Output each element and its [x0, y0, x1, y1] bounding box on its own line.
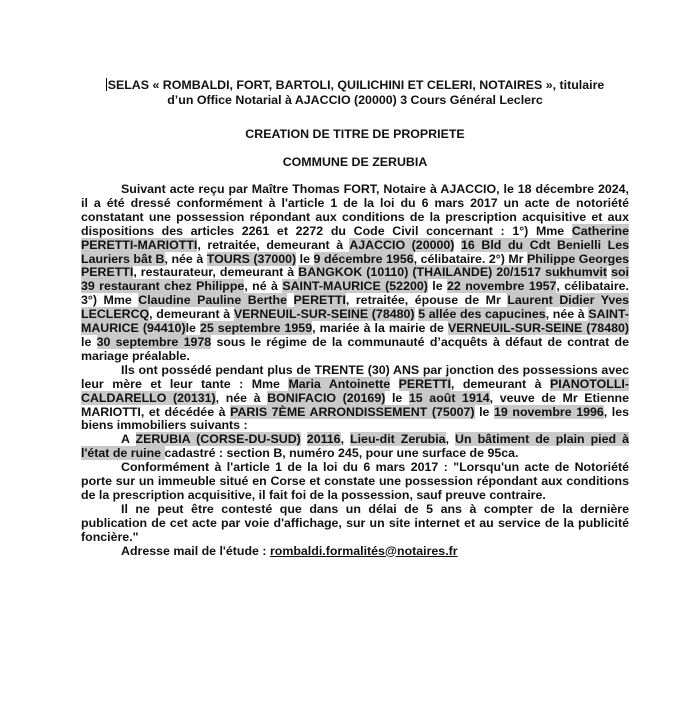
text-segment: , retraitée, épouse de Mr: [345, 293, 508, 308]
text-segment: , les biens immobiliers suivants :: [81, 404, 630, 433]
text-segment: , veuve de Mr Etienne MARIOTTI, et décédée à: [81, 390, 630, 419]
highlighted-text: Philippe Georges: [527, 251, 630, 266]
text-segment: , demeurant à: [450, 376, 551, 391]
highlighted-text: PARIS 7ÈME ARRONDISSEMENT (75007): [230, 404, 475, 419]
text-segment: sous le régime de la communauté d’acquêts à défaut de contrat de mariage préalable.: [81, 334, 629, 363]
text-segment: , restaurateur, demeurant à: [133, 265, 299, 280]
highlighted-text: 25 septembre 1959: [199, 321, 313, 336]
highlighted-text: PERETTI: [293, 293, 346, 308]
paragraph-email: [81, 545, 629, 559]
paragraph-property: [81, 433, 629, 461]
text-segment: ,: [340, 432, 351, 447]
text-segment: , née à: [164, 251, 207, 266]
highlighted-text: 19 novembre 1996: [494, 404, 604, 419]
highlighted-text: VERNEUIL-SUR-SEINE (78480): [447, 321, 629, 336]
document-body: [81, 183, 629, 558]
highlighted-text: TOURS (37000): [206, 251, 297, 266]
text-segment: , né à: [244, 279, 283, 294]
highlighted-text: BANGKOK (10110) (THAILANDE) 20/1517 sukhumvit: [298, 265, 608, 280]
highlighted-text: Claudine Pauline Berthe: [138, 293, 287, 308]
highlighted-text: PIANOTOLLI-CALDARELLO (20131): [81, 376, 629, 405]
text-segment: ,: [445, 432, 456, 447]
highlighted-text: 5 allée des capucines: [418, 307, 546, 322]
text-segment: , née à: [215, 390, 268, 405]
highlighted-text: 20116: [306, 432, 341, 447]
text-segment: , née à: [545, 307, 589, 322]
paragraph-contest-delay: [81, 503, 629, 545]
highlighted-text: 16 Bld du Cdt Benielli: [461, 237, 602, 252]
text-segment: , retraitée, demeurant à: [197, 237, 350, 252]
text-segment: [287, 293, 294, 307]
text-segment: A: [121, 432, 136, 447]
text-segment: le: [185, 321, 200, 336]
office-header-line1: SELAS « ROMBALDI, FORT, BARTOLI, QUILICHINI ET CELERI, NOTAIRES », titulaire: [107, 78, 605, 92]
email-label: Adresse mail de l'étude :: [121, 543, 270, 558]
highlighted-text: AJACCIO (20000): [349, 237, 455, 252]
text-segment: le: [474, 404, 495, 419]
document-page: [81, 78, 629, 558]
text-segment: [454, 238, 461, 252]
document-subtitle: COMMUNE DE ZERUBIA: [282, 155, 428, 169]
text-segment: [301, 432, 307, 446]
highlighted-text: 30 septembre 1978: [96, 334, 212, 349]
text-segment: le: [427, 279, 448, 294]
text-segment: cadastré : section B, numéro 245, pour une surface de 95ca.: [164, 446, 519, 461]
highlighted-text: LECLERCQ: [81, 307, 150, 322]
text-segment: Suivant acte reçu par Maître Thomas FORT, Notaire à AJACCIO, le 18 décembre 2024, il a été dressé conformément à l'article 1 de la loi du 6 mars 2017 un acte de notoriété constatant une possession répondant aux conditions de la prescription acquisitive et aux dispositions des articles 2261 et 2272 du Code Civil concernant : 1°) Mme: [81, 182, 629, 238]
text-cursor: [106, 78, 107, 91]
highlighted-text: 22 novembre 1957: [447, 279, 557, 294]
highlighted-text: SAINT-MAURICE (94410): [81, 307, 630, 336]
text-segment: Il ne peut être contesté que dans un délai de 5 ans à compter de la dernière publication de cet acte par voie d'affichage, sur un site internet et au service de la publicité foncière.": [81, 501, 629, 544]
highlighted-text: Lieu-dit Zerubia: [350, 432, 446, 447]
highlighted-text: 15 août 1914: [408, 390, 490, 405]
highlighted-text: PERETTI: [81, 265, 134, 280]
text-segment: le: [296, 251, 314, 266]
document-title: CREATION DE TITRE DE PROPRIETE: [245, 127, 465, 141]
highlighted-text: soi 39 restaurant chez Philippe: [81, 265, 629, 294]
text-segment: , demeurant à: [149, 307, 234, 322]
paragraph-possession: [81, 364, 629, 434]
highlighted-text: BONIFACIO (20169): [267, 390, 386, 405]
text-segment: [390, 377, 398, 391]
highlighted-text: SAINT-MAURICE (52200): [282, 279, 428, 294]
text-segment: Ils ont possédé pendant plus de TRENTE (30) ANS par jonction des possessions avec leur mère et leur tante : Mme: [81, 362, 629, 391]
paragraph-deed: [81, 183, 629, 364]
office-header: [81, 78, 629, 108]
office-header-line2: d’un Office Notarial à AJACCIO (20000) 3 Cours Général Leclerc: [167, 93, 543, 107]
text-segment: Conformément à l'article 1 de la loi du 6 mars 2017 : "Lorsqu'un acte de Notoriété porte sur un immeuble situé en Corse et constate une possession répondant aux conditions de la prescription acquisitive, il fait foi de la possession, sauf preuve contraire.: [81, 460, 629, 502]
highlighted-text: Un bâtiment de plain pied à l'état de ruine: [81, 432, 629, 461]
highlighted-text: Les Lauriers bât B: [81, 237, 629, 266]
highlighted-text: 9 décembre 1956: [313, 251, 414, 266]
text-segment: , mariée à la mairie de: [312, 321, 448, 336]
email-link[interactable]: rombaldi.formalités@notaires.fr: [269, 543, 458, 558]
highlighted-text: PERETTI-MARIOTTI: [81, 237, 198, 252]
highlighted-text: ZERUBIA (CORSE-DU-SUD): [135, 432, 301, 447]
text-segment: le: [81, 334, 97, 349]
highlighted-text: Catherine: [571, 223, 629, 238]
text-segment: le: [385, 390, 409, 405]
text-segment: , célibataire. 2°) Mr: [413, 251, 528, 266]
paragraph-law-article: [81, 461, 629, 503]
highlighted-text: Maria Antoinette: [288, 376, 391, 391]
highlighted-text: PERETTI: [398, 376, 451, 391]
text-segment: , célibataire. 3°) Mme: [81, 279, 629, 308]
highlighted-text: VERNEUIL-SUR-SEINE (78480): [233, 307, 415, 322]
highlighted-text: Laurent Didier Yves: [507, 293, 629, 308]
